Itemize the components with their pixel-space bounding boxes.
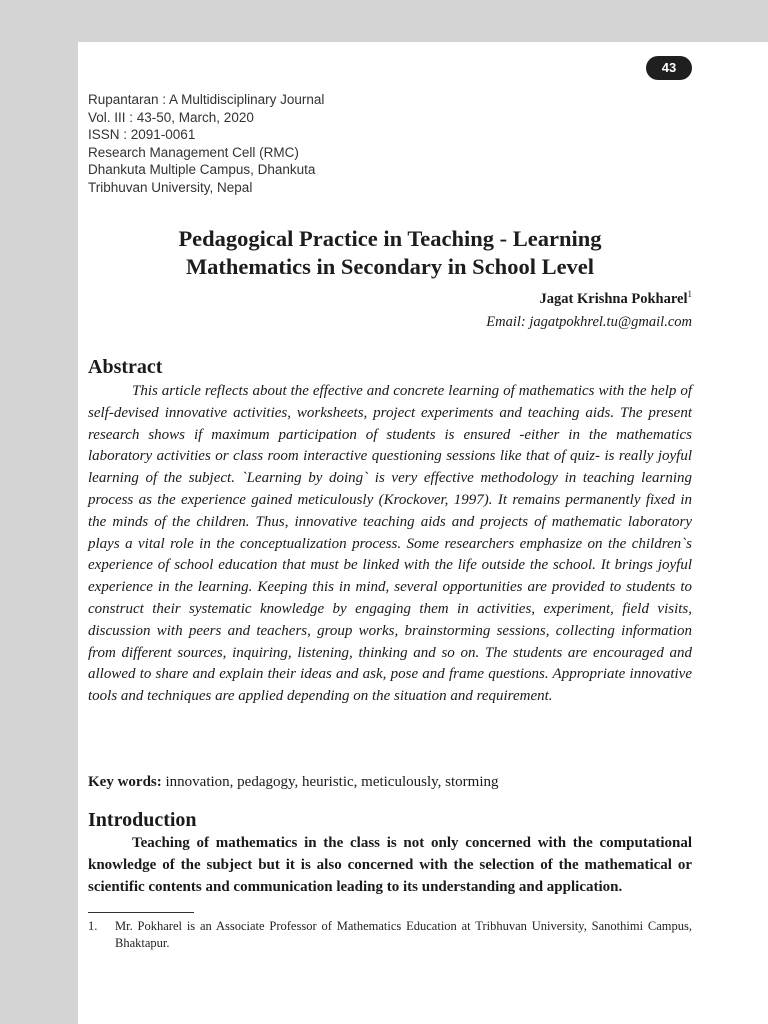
- journal-info: [88, 91, 324, 196]
- journal-info-line: Research Management Cell (RMC): [88, 144, 299, 160]
- page-number-badge: 43: [646, 56, 692, 80]
- journal-info-line: Tribhuvan University, Nepal: [88, 179, 253, 195]
- author-name: [540, 289, 692, 308]
- journal-info-line: Vol. III : 43-50, March, 2020: [88, 109, 254, 125]
- author-footnote-marker: 1: [687, 289, 692, 299]
- keywords: [88, 774, 692, 791]
- footnote-text: Mr. Pokharel is an Associate Professor of Mathematics Education at Tribhuvan University, Sanothimi Campus, Bhaktapur.: [115, 919, 692, 950]
- introduction-heading: Introduction: [88, 809, 197, 831]
- journal-info-line: ISSN : 2091-0061: [88, 127, 196, 142]
- footnote: [88, 918, 692, 951]
- footnote-number: 1.: [88, 919, 98, 933]
- keywords-list: innovation, pedagogy, heuristic, meticulously, storming: [165, 774, 499, 790]
- journal-info-line: Rupantaran : A Multidisciplinary Journal: [88, 92, 325, 107]
- article-title-line: Mathematics in Secondary in School Level: [185, 254, 595, 279]
- introduction-text: Teaching of mathematics in the class is not only concerned with the computational knowledge of the subject but it is also concerned with the selection of the mathematical or scientific contents and communication leading to its understanding and application.: [88, 835, 692, 895]
- abstract-text: This article reflects about the effective and concrete learning of mathematics with the help of self-devised innovative activities, worksheets, project experiments and teaching aids. The present research shows if maximum participation of students is ensured -either in the mathematics laboratory activities or class room interactive questioning sessions like that of quiz- is really joyful learning of the subject. `Learning by doing` is very effective methodology in teaching learning process as the experience gained meticulously (Krockover, 1997). It remains permanently fixed in the minds of the children. Thus, innovative teaching aids and projects of mathematic laboratory plays a vital role in the conceptualization process. Some researchers emphasize on the children`s experience of school education that must be linked with the life outside the school. It brings joyful experience in the learning. Keeping this in mind, several opportunities are provided to students to construct their systematic knowledge by engaging them in activities, experiment, field visits, discussion with peers and teachers, group works, brainstorming sessions, collecting information from different sources, inquiring, listening, thinking and so on. The students are encouraged and allowed to share and explain their ideas and ask, pose and frame questions. Appropriate innovative tools and techniques are applied depending on the situation and requirement.: [88, 383, 692, 705]
- keywords-label: Key words:: [88, 774, 162, 790]
- article-title: [88, 225, 692, 281]
- author-name-text: Jagat Krishna Pokharel: [539, 290, 688, 307]
- author-email: Email: jagatpokhrel.tu@gmail.com: [486, 314, 692, 330]
- article-title-line: Pedagogical Practice in Teaching - Learning: [178, 226, 602, 251]
- footnote-divider: [88, 912, 194, 913]
- abstract-heading: Abstract: [88, 356, 163, 378]
- journal-info-line: Dhankuta Multiple Campus, Dhankuta: [88, 162, 316, 177]
